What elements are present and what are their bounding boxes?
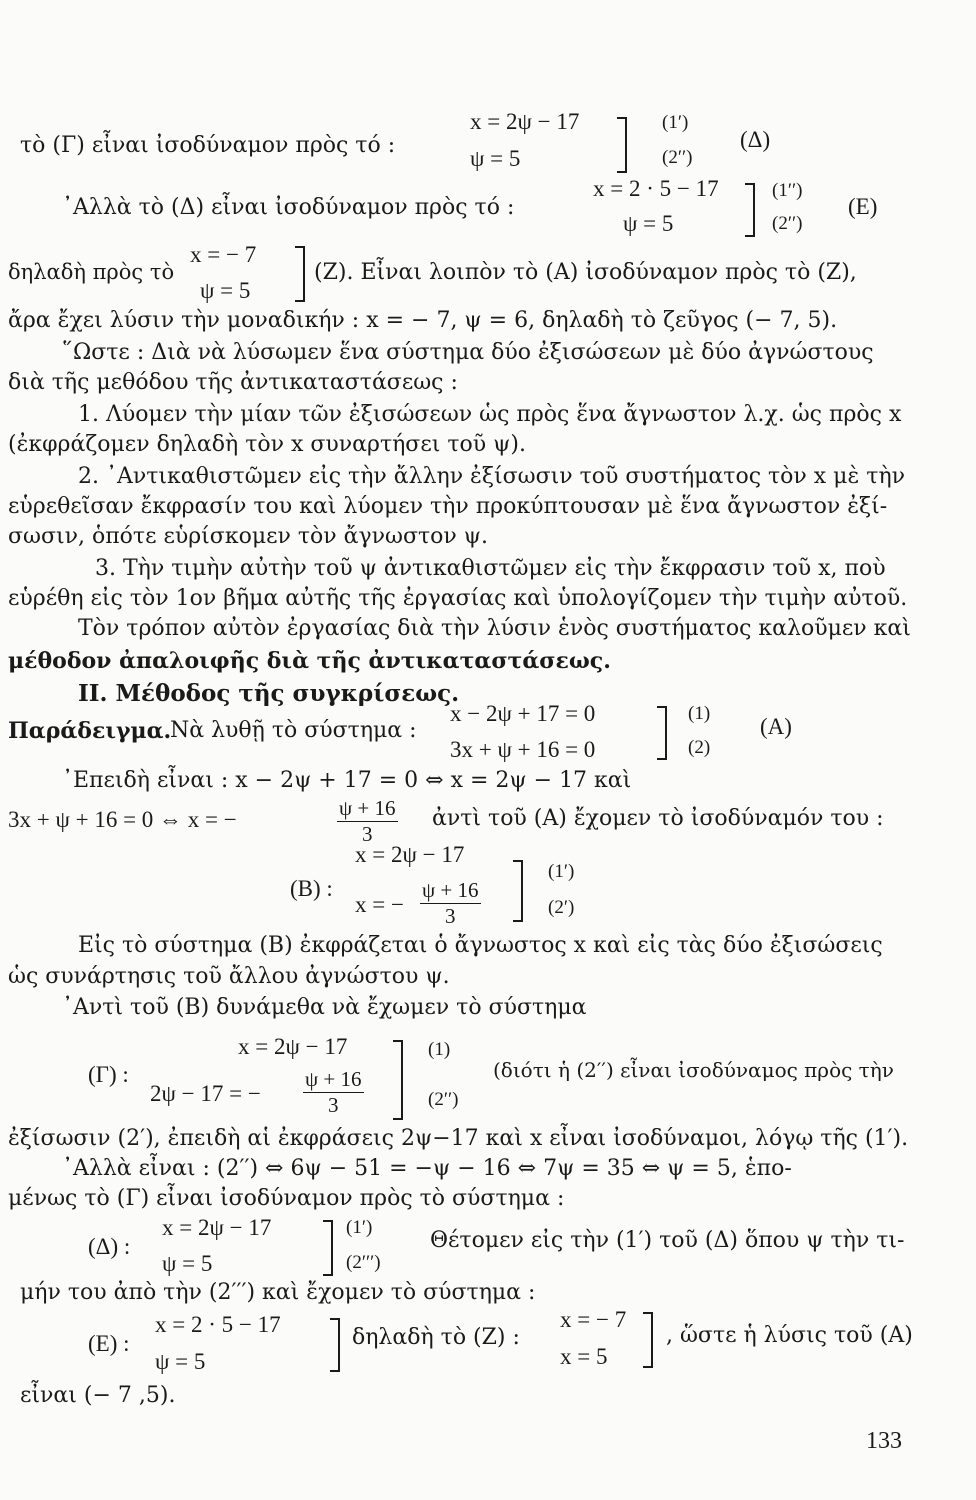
step-3-line-2: εὑρέθη εἰς τὸν 1ον βῆμα αὐτῆς τῆς ἐργασίας καὶ ὑπολογίζομεν τὴν τιμὴν αὐτοῦ. [8, 586, 908, 611]
gamma-fraction [303, 1069, 364, 1116]
epsilon2-eq-1: x = 2 · 5 − 17 [155, 1312, 281, 1337]
line-final-answer: εἶναι (− 7 ,5). [20, 1383, 176, 1408]
delta-eq-1: x = 2ψ − 17 [470, 109, 580, 134]
delta-brace [617, 117, 627, 173]
line-second-equation: 3x + ψ + 16 = 0 ⇔ x = − [8, 807, 237, 832]
delta2-eq-1: x = 2ψ − 17 [162, 1215, 272, 1240]
beta-label-2: (2′) [548, 897, 575, 918]
section-heading: ΙΙ. Μέθοδος τῆς συγκρίσεως. [78, 680, 460, 707]
line-namely-to: δηλαδὴ πρὸς τὸ [8, 260, 175, 284]
beta-system-name: (Β) : [290, 876, 333, 901]
epsilon-eq-1: x = 2 · 5 − 17 [593, 176, 719, 201]
beta-eq-1: x = 2ψ − 17 [355, 842, 465, 867]
zeta2-brace [643, 1312, 653, 1368]
epsilon2-eq-2: ψ = 5 [155, 1349, 206, 1374]
alpha-system-name: (Α) [760, 714, 792, 739]
fraction-numerator: ψ + 16 [339, 796, 396, 820]
line-equation-2prime: ἐξίσωσιν (2′), ἐπειδὴ αἱ ἐκφράσεις 2ψ−17 καὶ x εἶναι ἰσοδύναμοι, λόγῳ τῆς (1′). [8, 1126, 909, 1151]
delta-label-2: (2′′) [662, 147, 693, 168]
beta-fraction-denominator: 3 [445, 904, 456, 928]
line-delta-equivalent: ᾿Αλλὰ τὸ (Δ) εἶναι ἰσοδύναμον πρὸς τό : [62, 195, 515, 220]
delta2-label-2: (2′′′) [346, 1252, 381, 1273]
gamma-brace [393, 1040, 403, 1120]
beta-label-1: (1′) [548, 861, 575, 882]
line-instead-of-alpha: ἀντὶ τοῦ (Α) ἔχομεν τὸ ἰσοδύναμόν του : [432, 806, 884, 831]
line-its-value: μήν του ἀπὸ τὴν (2′′′) καὶ ἔχομεν τὸ σύστημα : [20, 1280, 536, 1305]
gamma-note: (διότι ἡ (2′′) εἶναι ἰσοδύναμος πρὸς τὴν [493, 1058, 894, 1082]
beta-fraction [420, 880, 481, 927]
delta2-system-name: (Δ) : [88, 1234, 131, 1259]
delta-system-name: (Δ) [740, 127, 771, 152]
zeta-brace [295, 246, 305, 302]
line-zeta-conclusion: (Ζ). Εἶναι λοιπὸν τὸ (Α) ἰσοδύναμον πρὸς τὸ (Ζ), [314, 260, 857, 285]
alpha-brace [657, 706, 667, 760]
alpha-eq-2: 3x + ψ + 16 = 0 [450, 737, 596, 762]
line-unique-solution: ἄρα ἔχει λύσιν τὴν μοναδικήν : x = − 7, ψ = 6, δηλαδὴ τὸ ζεῦγος (− 7, 5). [8, 308, 838, 333]
line-namely-zeta: δηλαδὴ τὸ (Ζ) : [352, 1325, 520, 1350]
line-as-function: ὡς συνάρτησις τοῦ ἄλλου ἀγνώστου ψ. [8, 964, 450, 989]
page-number: 133 [866, 1428, 902, 1454]
beta-eq-2: x = − [355, 892, 404, 917]
line-gamma-equivalent: τὸ (Γ) εἶναι ἰσοδύναμον πρὸς τό : [20, 133, 396, 158]
epsilon-label-2: (2′′) [772, 213, 803, 234]
step-3-line-1: 3. Τὴν τιμὴν αὐτὴν τοῦ ψ ἀντικαθιστῶμεν εἰς τὴν ἔκφρασιν τοῦ x, ποὺ [95, 556, 886, 581]
example-text: Νὰ λυθῇ τὸ σύστημα : [170, 718, 417, 743]
line-instead-of-beta: ᾿Αντὶ τοῦ (Β) δυνάμεθα νὰ ἔχωμεν τὸ σύστημα [62, 995, 587, 1020]
gamma-label-2: (2′′) [428, 1089, 459, 1110]
alpha-eq-1: x − 2ψ + 17 = 0 [450, 701, 596, 726]
zeta2-eq-1: x = − 7 [560, 1307, 627, 1332]
beta-fraction-numerator: ψ + 16 [422, 878, 479, 902]
zeta2-eq-2: x = 5 [560, 1344, 608, 1369]
epsilon-brace [745, 183, 755, 237]
zeta-eq-2: ψ = 5 [200, 278, 251, 303]
fraction-denominator: 3 [362, 822, 373, 846]
gamma-system-name: (Γ) : [88, 1062, 129, 1087]
epsilon-label-1: (1′′) [772, 180, 803, 201]
step-1-line-1: 1. Λύομεν τὴν μίαν τῶν ἐξισώσεων ὡς πρὸς ἕνα ἄγνωστον λ.χ. ὡς πρὸς x [78, 402, 902, 427]
method-definition-term: μέθοδον ἀπαλοιφῆς διὰ τῆς ἀντικαταστάσεως. [8, 648, 611, 674]
zeta-eq-1: x = − 7 [190, 242, 257, 267]
epsilon2-brace [330, 1318, 340, 1372]
delta2-brace [323, 1220, 333, 1276]
line-substitution-method: διὰ τῆς μεθόδου τῆς ἀντικαταστάσεως : [8, 370, 458, 395]
alpha-label-1: (1) [688, 703, 711, 724]
gamma-eq-2: 2ψ − 17 = − [150, 1081, 261, 1106]
alpha-label-2: (2) [688, 737, 711, 758]
line-since: ᾿Επειδὴ εἶναι : x − 2ψ + 17 = 0 ⇔ x = 2ψ − 17 καὶ [62, 768, 632, 793]
example-label: Παράδειγμα. [8, 718, 172, 744]
gamma-eq-1: x = 2ψ − 17 [238, 1034, 348, 1059]
gamma-fraction-numerator: ψ + 16 [305, 1067, 362, 1091]
line-but-is: ᾿Αλλὰ εἶναι : (2′′) ⇔ 6ψ − 51 = −ψ − 16 ⇔ 7ψ = 35 ⇔ ψ = 5, ἑπο- [62, 1156, 792, 1181]
epsilon2-system-name: (Ε) : [88, 1331, 130, 1356]
step-2-line-2: εὑρεθεῖσαν ἔκφρασίν του καὶ λύομεν τὴν προκύπτουσαν μὲ ἕνα ἄγνωστον ἐξί- [8, 494, 888, 519]
method-definition-line-1: Τὸν τρόπον αὐτὸν ἐργασίας διὰ τὴν λύσιν ἑνὸς συστήματος καλοῦμεν καὶ [78, 616, 911, 641]
epsilon-eq-2: ψ = 5 [623, 211, 674, 236]
fraction-psi-plus-16 [337, 798, 398, 845]
delta-label-1: (1′) [662, 112, 689, 133]
step-1-line-2: (ἐκφράζομεν δηλαδὴ τὸν x συναρτήσει τοῦ ψ). [8, 432, 526, 457]
line-consequently: μένως τὸ (Γ) εἶναι ἰσοδύναμον πρὸς τὸ σύστημα : [8, 1186, 565, 1211]
beta-brace [513, 860, 523, 922]
delta2-note: Θέτομεν εἰς τὴν (1′) τοῦ (Δ) ὅπου ψ τὴν τι- [430, 1228, 905, 1253]
step-2-line-3: σωσιν, ὁπότε εὑρίσκομεν τὸν ἄγνωστον ψ. [8, 524, 489, 549]
delta2-label-1: (1′) [346, 1217, 373, 1238]
gamma-fraction-denominator: 3 [328, 1093, 339, 1117]
line-so-solution: , ὥστε ἡ λύσις τοῦ (Α) [666, 1323, 913, 1348]
delta-eq-2: ψ = 5 [470, 146, 521, 171]
gamma-label-1: (1) [428, 1039, 451, 1060]
delta2-eq-2: ψ = 5 [162, 1251, 213, 1276]
epsilon-system-name: (Ε) [848, 194, 878, 219]
line-hence: ῞Ωστε : Διὰ νὰ λύσωμεν ἕνα σύστημα δύο ἐξισώσεων μὲ δύο ἀγνώστους [62, 340, 874, 365]
step-2-line-1: 2. ᾿Αντικαθιστῶμεν εἰς τὴν ἄλλην ἐξίσωσιν τοῦ συστήματος τὸν x μὲ τὴν [78, 464, 906, 489]
line-in-system-beta: Εἰς τὸ σύστημα (Β) ἐκφράζεται ὁ ἄγνωστος x καὶ εἰς τὰς δύο ἐξισώσεις [78, 933, 883, 958]
